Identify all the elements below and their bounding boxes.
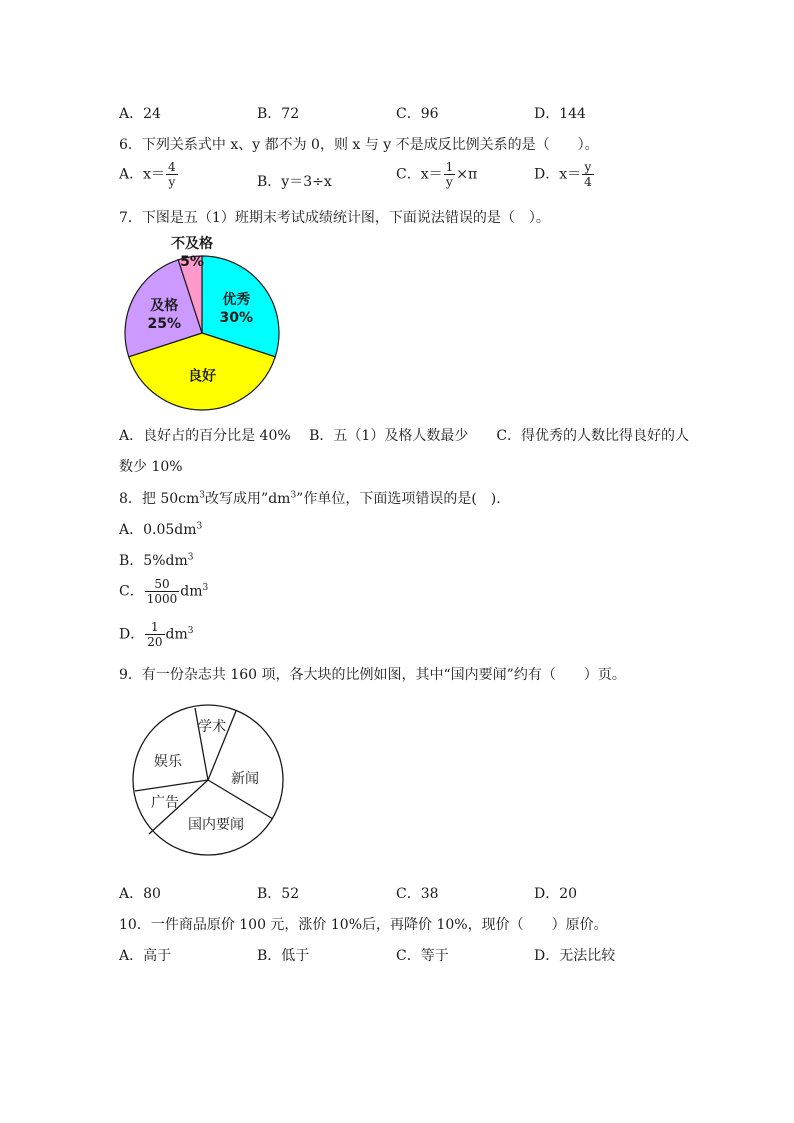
pie-slice-percent: 30% bbox=[219, 310, 254, 327]
q7-options-line2: 数少 10% bbox=[119, 459, 183, 475]
pie-slice-label: 不及格 bbox=[171, 236, 213, 252]
q6-option-d: D．x＝ $\frac{y}{4}$ bbox=[534, 160, 592, 189]
q6-stem: 6．下列关系式中 x、y 都不为 0，则 x 与 y 不是成反比例关系的是（ ）。 bbox=[119, 137, 599, 153]
q9-option-d: D．20 bbox=[534, 886, 578, 902]
slice-label-xinwen: 新闻 bbox=[231, 771, 259, 787]
slice-label-guoneiyaowen: 国内要闻 bbox=[188, 817, 244, 833]
q8-option-c: C． $\frac{50}{1000}$ $dm^3$ bbox=[119, 577, 209, 606]
slice-label-yule: 娱乐 bbox=[154, 754, 182, 770]
q9-stem: 9．有一份杂志共 160 项，各大块的比例如图，其中“国内要闻”约有（ ）页。 bbox=[119, 667, 626, 683]
q9-option-b: B．52 bbox=[257, 886, 300, 902]
q8-stem: 8．把 $50cm^3$改写成用$”dm^3$”作单位，下面选项错误的是( ). bbox=[119, 490, 501, 507]
q6-option-b: B．y＝3÷x bbox=[257, 174, 332, 190]
pie-slice-label: 优秀 bbox=[222, 292, 251, 309]
q7-options-line1: A．良好占的百分比是 40% B．五（1）及格人数最少 C．得优秀的人数比得良好的人 bbox=[119, 428, 690, 444]
q5-option-a: A．24 bbox=[119, 106, 161, 122]
q10-option-a: A．高于 bbox=[119, 948, 172, 964]
pie-slice-percent: 5% bbox=[180, 254, 204, 270]
slice-label-xueshu: 学术 bbox=[198, 719, 226, 735]
q9-option-a: A．80 bbox=[119, 886, 161, 902]
q10-option-d: D．无法比较 bbox=[534, 948, 616, 964]
q5-option-c: C．96 bbox=[396, 106, 439, 122]
q5-option-d: D．144 bbox=[534, 106, 586, 122]
q6-option-a: A．x＝ $\frac{4}{y}$ bbox=[119, 160, 176, 189]
q5-option-b: B．72 bbox=[257, 106, 300, 122]
q6-option-c: C．x＝ $\frac{1}{y}$ ×π bbox=[396, 160, 478, 189]
q8-option-a: A．$0.05dm^3$ bbox=[119, 521, 203, 538]
q7-stem: 7．下图是五（1）班期末考试成绩统计图，下面说法错误的是（ ）。 bbox=[119, 210, 550, 226]
q10-option-c: C．等于 bbox=[396, 948, 449, 964]
pie-slice-label: 及格 bbox=[150, 297, 179, 314]
pie-slice-percent: 25% bbox=[147, 315, 182, 332]
pie-slice-label: 良好 bbox=[188, 368, 216, 385]
q8-option-d: D． $\frac{1}{20}$ $dm^3$ bbox=[119, 620, 194, 649]
q9-option-c: C．38 bbox=[396, 886, 439, 902]
magazine-pie-chart bbox=[128, 700, 288, 860]
slice-label-guanggao: 广告 bbox=[151, 795, 179, 811]
q10-stem: 10．一件商品原价 100 元，涨价 10%后，再降价 10%，现价（ ）原价。 bbox=[119, 917, 608, 933]
q10-option-b: B．低于 bbox=[257, 948, 310, 964]
grade-pie-chart bbox=[110, 232, 300, 422]
q8-option-b: B．$5\%dm^3$ bbox=[119, 552, 194, 569]
